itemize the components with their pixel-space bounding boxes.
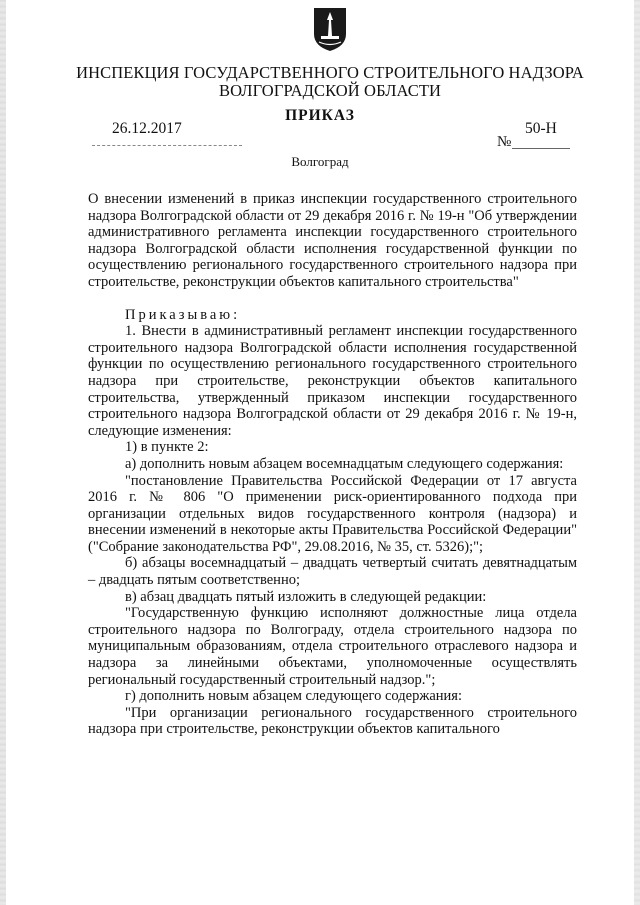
paragraph-6: в) абзац двадцать пятый изложить в следующей редакции: — [125, 588, 487, 605]
paragraph-2: 1) в пункте 2: — [125, 439, 209, 456]
document-city: Волгоград — [291, 154, 349, 169]
paragraph-3: а) дополнить новым абзацем восемнадцатым следующего содержания: — [125, 455, 564, 472]
document-date: 26.12.2017 — [112, 120, 182, 137]
number-underline — [512, 148, 570, 149]
organization-name-line2: ВОЛГОГРАДСКОЙ ОБЛАСТИ — [218, 81, 442, 100]
document-title: ПРИКАЗ — [285, 107, 355, 124]
order-word: Приказываю: — [125, 306, 241, 323]
document-body — [88, 191, 577, 738]
paragraph-7: "Государственную функцию исполняют должностные лица отдела строительного надзора по Волгограду, отдела строительного надзора по муниципальным образованиям, отдела строительного отраслевого надзора и надзора за линейными объектами, уполномоченные осуществлять региональный государственный строительный надзор."; — [88, 605, 577, 688]
paragraph-8: г) дополнить новым абзацем следующего содержания: — [125, 688, 462, 705]
document-subject: О внесении изменений в приказ инспекции государственного строительного надзора Волгоградской области от 29 декабря 2016 г. № 19-н "Об утверждении административного регламента инспекции государственного строительного надзора Волгоградской области исполнения государственной функции по осуществлению регионального государственного строительного надзора при строительстве, реконструкции объектов капитального строительства" — [88, 191, 577, 290]
number-sign: № — [497, 134, 512, 150]
paragraph-4: "постановление Правительства Российской Федерации от 17 августа 2016 г. № 806 "О применении риск-ориентированного подхода при организации отдельных видов государственного контроля (надзора) и внесении изменений в некоторые акты Правительства Российской Федерации" ("Собрание законодательства РФ", 29.08.2016, № 35, ст. 5326);"; — [88, 472, 577, 555]
organization-name-line1: ИНСПЕКЦИЯ ГОСУДАРСТВЕННОГО СТРОИТЕЛЬНОГО НАДЗОРА — [76, 63, 584, 82]
paragraph-5: б) абзацы восемнадцатый – двадцать четвертый считать девятнадцатым – двадцать пятым соответственно; — [88, 555, 577, 589]
document-number: 50-Н — [525, 120, 557, 137]
volgograd-coat-of-arms-icon — [311, 6, 349, 52]
paragraph-9: "При организации регионального государственного строительного надзора при строительстве, реконструкции объектов капитального — [88, 704, 577, 738]
scan-edge-right — [634, 0, 640, 905]
scan-edge-left — [0, 0, 6, 905]
paragraph-1: 1. Внести в административный регламент инспекции государственного строительного надзора Волгоградской области исполнения государственной функции по осуществлению регионального государственного строительного надзора при строительстве, реконструкции объектов капитального строительства, утвержденный приказом инспекции государственного строительного надзора Волгоградской области от 29 декабря 2016 г. № 19-н, следующие изменения: — [88, 323, 577, 439]
date-underline — [92, 145, 242, 146]
